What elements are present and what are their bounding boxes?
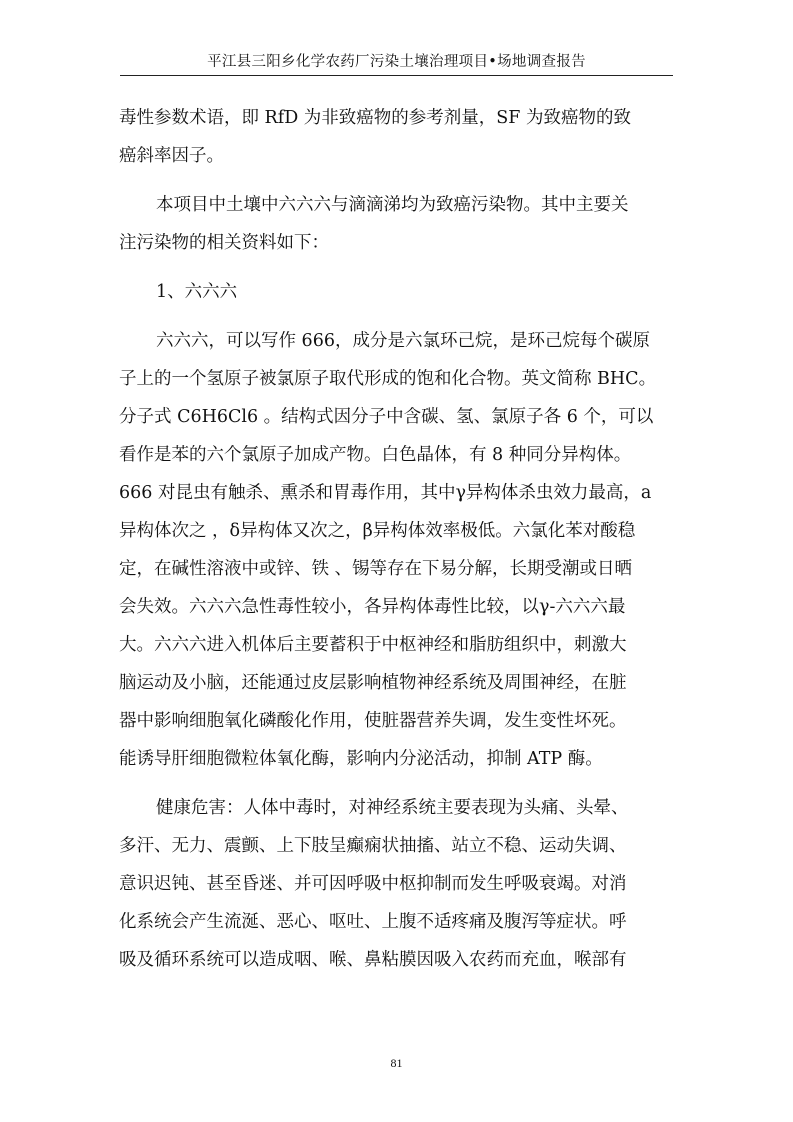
text-line: 注污染物的相关资料如下： xyxy=(119,233,329,253)
text-line: 分子式 C6H6Cl6 。结构式因分子中含碳、氢、氯原子各 6 个，可以 xyxy=(119,407,654,427)
text-line: 癌斜率因子。 xyxy=(119,146,224,166)
text-line: 子上的一个氢原子被氯原子取代形成的饱和化合物。英文简称 BHC。 xyxy=(119,369,657,389)
text-line: 定，在碱性溶液中或锌、铁 、锡等存在下易分解，长期受潮或日晒 xyxy=(119,559,633,579)
text-line: 吸及循环系统可以造成咽、喉、鼻粘膜因吸入农药而充血，喉部有 xyxy=(119,950,627,970)
text-line: 化系统会产生流涎、恶心、呕吐、上腹不适疼痛及腹泻等症状。呼 xyxy=(119,912,627,932)
paragraph xyxy=(119,793,674,983)
text-line: 会失效。六六六急性毒性较小，各异构体毒性比较，以γ-六六六最 xyxy=(119,597,626,617)
text-line: 1、六六六 xyxy=(156,282,238,302)
text-line: 异构体次之 ，δ异构体又次之，β异构体效率极低。六氯化苯对酸稳 xyxy=(119,521,636,541)
text-line: 毒性参数术语，即 RfD 为非致癌物的参考剂量，SF 为致癌物的致 xyxy=(119,108,632,128)
body-text xyxy=(119,103,674,983)
text-line: 666 对昆虫有触杀、熏杀和胃毒作用，其中γ异构体杀虫效力最高，a xyxy=(119,483,652,503)
text-line: 脑运动及小脑，还能通过皮层影响植物神经系统及周围神经，在脏 xyxy=(119,673,627,693)
text-line: 意识迟钝、甚至昏迷、并可因呼吸中枢抑制而发生呼吸衰竭。对消 xyxy=(119,874,627,894)
header-divider xyxy=(120,75,673,76)
text-line: 能诱导肝细胞微粒体氧化酶，影响内分泌活动，抑制 ATP 酶。 xyxy=(119,749,603,769)
text-line: 多汗、无力、震颤、上下肢呈癫痫状抽搐、站立不稳、运动失调、 xyxy=(119,836,627,856)
text-line: 本项目中土壤中六六六与滴滴涕均为致癌污染物。其中主要关 xyxy=(156,195,629,215)
text-line: 器中影响细胞氧化磷酸化作用，使脏器营养失调，发生变性坏死。 xyxy=(119,711,627,731)
text-line: 看作是苯的六个氯原子加成产物。白色晶体，有 8 种同分异构体。 xyxy=(119,445,632,465)
section-heading xyxy=(119,277,674,315)
text-line: 六六六，可以写作 666，成分是六氯环己烷，是环己烷每个碳原 xyxy=(156,331,650,351)
text-line: 健康危害：人体中毒时，对神经系统主要表现为头痛、头晕、 xyxy=(156,798,629,818)
paragraph xyxy=(119,103,674,179)
paragraph xyxy=(119,326,674,782)
page-number: 81 xyxy=(390,1056,403,1070)
running-header: 平江县三阳乡化学农药厂污染土壤治理项目•场地调查报告 xyxy=(207,54,586,70)
paragraph xyxy=(119,190,674,266)
text-line: 大。六六六进入机体后主要蓄积于中枢神经和脂肪组织中，刺激大 xyxy=(119,635,627,655)
